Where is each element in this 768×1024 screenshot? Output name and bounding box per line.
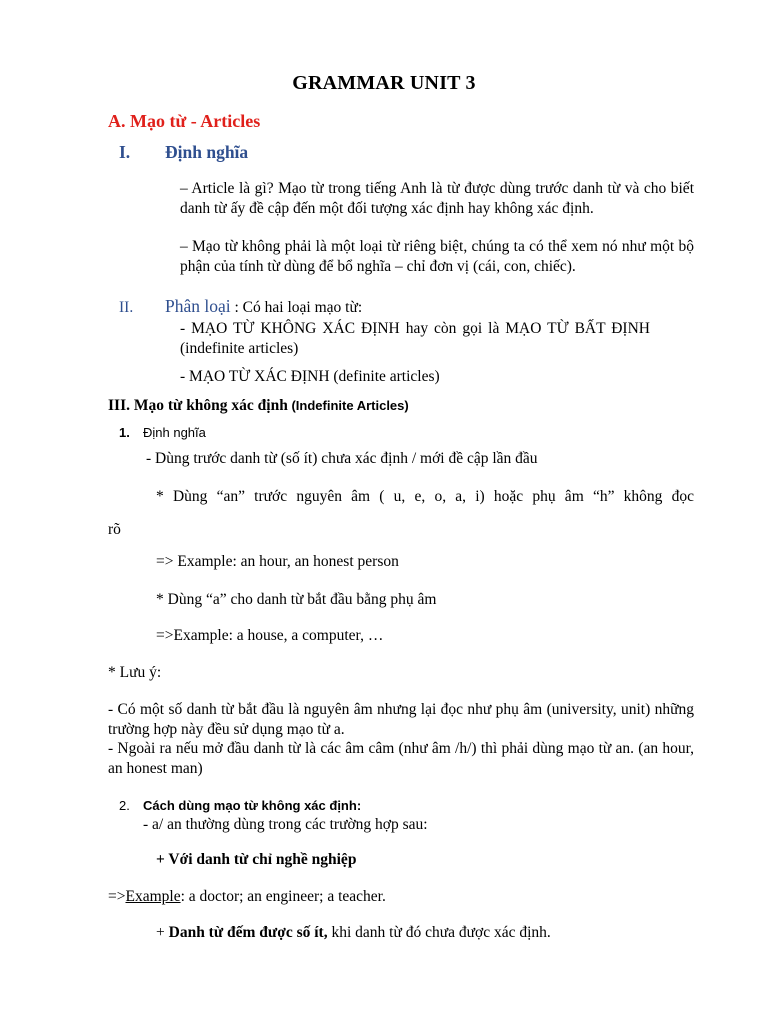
article-type-2: - MẠO TỪ XÁC ĐỊNH (definite articles)	[180, 368, 440, 385]
example-profession: : a doctor; an engineer; a teacher.	[180, 888, 386, 905]
section-1-heading: Định nghĩa	[165, 142, 249, 162]
example-line-2: =>Example: a house, a computer, …	[156, 627, 384, 644]
usage-profession: + Với danh từ chỉ nghề nghiệp	[156, 851, 357, 868]
usage-countable-rest: khi danh từ đó chưa được xác định.	[327, 924, 551, 941]
section-2-numeral: II.	[119, 299, 134, 316]
subsection-1-numeral: 1.	[119, 425, 130, 440]
article-type-1: - MẠO TỪ KHÔNG XÁC ĐỊNH hay còn gọi là MẠO TỪ BẤT ĐỊNH (indefinite articles)	[180, 320, 650, 357]
usage-line-3: * Dùng “a” cho danh từ bắt đầu bằng phụ âm	[156, 591, 437, 608]
example-line-1: => Example: an hour, an honest person	[156, 553, 399, 570]
subsection-2-label: Cách dùng mạo từ không xác định:	[143, 798, 362, 813]
subsection-2-numeral: 2.	[119, 798, 130, 813]
usage-line-2b: rõ	[108, 521, 121, 538]
note-heading: * Lưu ý:	[108, 664, 162, 681]
note-paragraph-1: - Có một số danh từ bắt đầu là nguyên âm nhưng lại đọc như phụ âm (university, unit) những trường hợp này đều sử dụng mạo từ a.	[108, 701, 694, 738]
example-prefix: =>	[108, 888, 126, 905]
page-title: GRAMMAR UNIT 3	[292, 72, 476, 94]
usage-line-2: * Dùng “an” trước nguyên âm ( u, e, o, a, i) hoặc phụ âm “h” không đọc	[156, 488, 694, 505]
section-2-tail: : Có hai loại mạo từ:	[230, 299, 363, 316]
section-1-numeral: I.	[119, 142, 131, 162]
section-2-line	[165, 296, 362, 317]
usage-line-1: - Dùng trước danh từ (số ít) chưa xác định / mới đề cập lần đầu	[146, 450, 538, 467]
subsection-1-label: Định nghĩa	[143, 425, 206, 440]
section-2-heading: Phân loại	[165, 296, 231, 316]
section-3-heading-line	[108, 397, 409, 415]
usage-countable-bold: Danh từ đếm được số ít,	[168, 924, 328, 941]
definition-paragraph-2: – Mạo từ không phải là một loại từ riêng biệt, chúng ta có thể xem nó như một bộ phận của tính từ dùng để bổ nghĩa – chỉ đơn vị (cái, con, chiếc).	[180, 238, 694, 275]
section-a-heading: A. Mạo từ - Articles	[108, 111, 261, 131]
usage-countable-line	[156, 924, 551, 942]
usage-intro: - a/ an thường dùng trong các trường hợp sau:	[143, 816, 428, 833]
usage-countable-plus: +	[156, 924, 169, 941]
example-label: Example	[125, 888, 181, 905]
definition-paragraph-1: – Article là gì? Mạo từ trong tiếng Anh là từ được dùng trước danh từ và cho biết danh từ ấy đề cập đến một đối tượng xác định hay không xác định.	[180, 180, 694, 217]
note-paragraph-2: - Ngoài ra nếu mở đầu danh từ là các âm câm (như âm /h/) thì phải dùng mạo từ an. (an hour, an honest man)	[108, 740, 694, 777]
section-3-heading: III. Mạo từ không xác định	[108, 397, 288, 414]
section-3-heading-paren: (Indefinite Articles)	[287, 398, 409, 413]
example-profession-line	[108, 888, 386, 906]
